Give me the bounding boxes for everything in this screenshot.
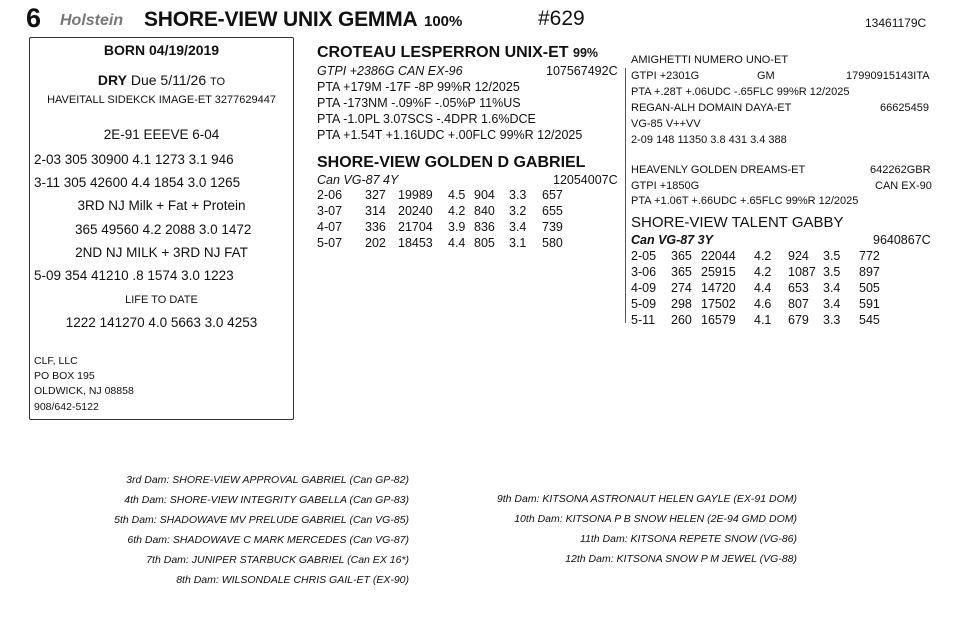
dry-due <box>30 72 293 88</box>
dam-records-cell: 327 <box>365 188 386 202</box>
dam-ancestor-item: 10th Dam: KITSONA P B SNOW HELEN (2E-94 GMD DOM) <box>514 513 797 525</box>
dam-records-cell: 5-07 <box>317 236 343 250</box>
granddam-records-cell: 3.3 <box>823 313 841 327</box>
dam-records-cell: 18453 <box>398 236 433 250</box>
sire-reg: 107567492C <box>546 64 618 78</box>
dam-records-cell: 3.2 <box>509 204 527 218</box>
sires-sire-name: AMIGHETTI NUMERO UNO-ET <box>631 54 789 66</box>
dams-sire-class: CAN EX-90 <box>875 180 932 192</box>
granddam-records-cell: 772 <box>859 249 880 263</box>
sires-dam-reg: 66625459 <box>880 102 929 114</box>
granddam-records-cell: 5-09 <box>631 297 657 311</box>
granddam-records-cell: 924 <box>788 249 809 263</box>
dam-records-cell: 840 <box>474 204 495 218</box>
ltd-label: LIFE TO DATE <box>125 294 198 306</box>
record-1: 2-03 305 30900 4.1 1273 3.1 946 <box>34 152 234 167</box>
dam-records-cell: 805 <box>474 236 495 250</box>
owner-address <box>34 354 134 415</box>
record-4: 5-09 354 41210 .8 1574 3.0 1223 <box>34 268 234 283</box>
life-to-date: 1222 141270 4.0 5663 3.0 4253 <box>65 315 258 330</box>
granddam-records-cell: 545 <box>859 313 880 327</box>
granddam-records-cell: 16579 <box>701 313 736 327</box>
granddam-records-cell: 3.5 <box>823 249 841 263</box>
granddam-records-cell: 3.4 <box>823 297 841 311</box>
divider <box>625 68 626 323</box>
granddam-records-cell: 5-11 <box>631 313 656 327</box>
granddam-records-cell: 4.6 <box>754 297 772 311</box>
dam-records-cell: 739 <box>542 220 563 234</box>
cow-percent: 100% <box>424 13 463 30</box>
granddam-records-cell: 591 <box>859 297 880 311</box>
granddam-class: Can VG-87 3Y <box>631 233 713 247</box>
dams-sire-name: HEAVENLY GOLDEN DREAMS-ET <box>631 164 806 176</box>
born-date: BORN 04/19/2019 <box>103 42 220 58</box>
record-3: 365 49560 4.2 2088 3.0 1472 <box>75 222 252 237</box>
breed-label: Holstein <box>60 12 124 29</box>
dam-records-cell: 21704 <box>398 220 433 234</box>
cow-info-box <box>29 37 294 420</box>
dam-records-cell: 4-07 <box>317 220 343 234</box>
granddam-records-cell: 25915 <box>701 265 736 279</box>
sires-sire-gtpi: GTPI +2301G <box>631 70 700 82</box>
dam-records-cell: 202 <box>365 236 386 250</box>
owner-pobox: PO BOX 195 <box>34 370 95 383</box>
granddam-records-cell: 22044 <box>701 249 736 263</box>
dam-records-cell: 580 <box>542 236 563 250</box>
sire-name: CROTEAU LESPERRON UNIX-ET <box>317 44 569 61</box>
dams-sire-reg: 642262GBR <box>870 164 931 176</box>
granddam-records-cell: 274 <box>671 281 692 295</box>
dam-ancestor-item: 12th Dam: KITSONA SNOW P M JEWEL (VG-88) <box>565 553 797 565</box>
lot-number: 6 <box>26 3 42 33</box>
to-label: TO <box>210 76 226 88</box>
sires-sire-pta: PTA +.28T +.06UDC -.65FLC 99%R 12/2025 <box>631 86 850 98</box>
sire-percent: 99% <box>573 46 599 60</box>
granddam-records-cell: 1087 <box>788 265 816 279</box>
dam-records-cell: 314 <box>365 204 386 218</box>
granddam-reg: 9640867C <box>873 233 931 247</box>
granddam-records-cell: 4.2 <box>754 265 772 279</box>
granddam-records-cell: 505 <box>859 281 880 295</box>
dry-status: DRY <box>97 72 127 88</box>
dam-class: Can VG-87 4Y <box>317 173 399 187</box>
granddam-records-cell: 2-05 <box>631 249 657 263</box>
sires-dam-name: REGAN-ALH DOMAIN DAYA-ET <box>631 102 792 114</box>
granddam-records-cell: 4.2 <box>754 249 772 263</box>
granddam-records-cell: 365 <box>671 249 692 263</box>
sires-sire-reg: 17990915143ITA <box>846 70 930 82</box>
granddam-records-cell: 4-09 <box>631 281 657 295</box>
record-2: 3-11 305 42600 4.4 1854 3.0 1265 <box>34 175 241 190</box>
catalog-number: #629 <box>538 7 585 30</box>
sire-title <box>317 44 598 62</box>
sires-dam-class: VG-85 V++VV <box>631 118 701 130</box>
sire-pta-3: PTA -1.0PL 3.07SCS -.4DPR 1.6%DCE <box>317 112 536 126</box>
owner-name: CLF, LLC <box>34 355 78 367</box>
dam-records-cell: 3.1 <box>509 236 527 250</box>
sire-pta-2: PTA -173NM -.09%F -.05%P 11%US <box>317 96 521 110</box>
granddam-records-cell: 3.5 <box>823 265 841 279</box>
dam-name: SHORE-VIEW GOLDEN D GABRIEL <box>317 154 586 171</box>
sire-pta-4: PTA +1.54T +1.16UDC +.00FLC 99%R 12/2025 <box>317 128 583 142</box>
dam-records-cell: 4.5 <box>448 188 466 202</box>
dam-records-cell: 4.4 <box>448 236 466 250</box>
dam-records-cell: 4.2 <box>448 204 466 218</box>
dam-ancestor-item: 5th Dam: SHADOWAVE MV PRELUDE GABRIEL (Can VG-85) <box>114 514 409 526</box>
granddam-records-cell: 17502 <box>701 297 736 311</box>
sires-dam-record: 2-09 148 11350 3.8 431 3.4 388 <box>631 134 787 146</box>
cow-name: SHORE-VIEW UNIX GEMMA <box>144 8 418 31</box>
sire-pta-1: PTA +179M -17F -8P 99%R 12/2025 <box>317 80 520 94</box>
owner-phone: 908/642-5122 <box>34 400 99 413</box>
dam-ancestor-item: 7th Dam: JUNIPER STARBUCK GABRIEL (Can EX 16*) <box>146 554 409 566</box>
dams-sire-pta: PTA +1.06T +.66UDC +.65FLC 99%R 12/2025 <box>631 195 859 207</box>
dam-ancestor-item: 9th Dam: KITSONA ASTRONAUT HELEN GAYLE (EX-91 DOM) <box>496 493 797 505</box>
sires-sire-gm: GM <box>757 70 775 82</box>
honor-2: 2ND NJ MILK + 3RD NJ FAT <box>75 245 248 260</box>
service-sire: HAVEITALL SIDEKCK IMAGE-ET 3277629447 <box>47 94 276 106</box>
dam-ancestor-item: 6th Dam: SHADOWAVE C MARK MERCEDES (Can VG-87) <box>127 534 409 546</box>
dam-records-cell: 3-07 <box>317 204 343 218</box>
dam-records-cell: 3.9 <box>448 220 466 234</box>
granddam-records-cell: 365 <box>671 265 692 279</box>
due-date: Due 5/11/26 <box>130 72 207 88</box>
dam-records-cell: 904 <box>474 188 495 202</box>
owner-city: OLDWICK, NJ 08858 <box>34 385 134 398</box>
granddam-records-cell: 897 <box>859 265 880 279</box>
honor-1: 3RD NJ Milk + Fat + Protein <box>77 198 246 213</box>
granddam-records-cell: 298 <box>671 297 692 311</box>
dam-records-cell: 3.4 <box>509 220 527 234</box>
dam-records-cell: 336 <box>365 220 386 234</box>
dams-sire-gtpi: GTPI +1850G <box>631 180 700 192</box>
dam-ancestor-item: 3rd Dam: SHORE-VIEW APPROVAL GABRIEL (Can GP-82) <box>126 474 409 486</box>
dam-records-cell: 836 <box>474 220 495 234</box>
granddam-name: SHORE-VIEW TALENT GABBY <box>631 214 844 231</box>
dam-records-cell: 655 <box>542 204 563 218</box>
granddam-records-cell: 653 <box>788 281 809 295</box>
dam-records-cell: 3.3 <box>509 188 527 202</box>
dam-records-cell: 20240 <box>398 204 433 218</box>
classification: 2E-91 EEEVE 6-04 <box>103 127 220 142</box>
dam-records-cell: 657 <box>542 188 563 202</box>
registration-number: 13461179C <box>865 16 927 30</box>
dam-records-cell: 2-06 <box>317 188 343 202</box>
granddam-records-cell: 4.1 <box>754 313 772 327</box>
granddam-records-cell: 679 <box>788 313 809 327</box>
granddam-records-cell: 14720 <box>701 281 736 295</box>
dam-records-cell: 19989 <box>398 188 433 202</box>
granddam-records-cell: 3.4 <box>823 281 841 295</box>
dam-ancestor-item: 4th Dam: SHORE-VIEW INTEGRITY GABELLA (Can GP-83) <box>124 494 409 506</box>
granddam-records-cell: 3-06 <box>631 265 657 279</box>
dam-reg: 12054007C <box>553 173 618 187</box>
granddam-records-cell: 807 <box>788 297 809 311</box>
dam-ancestor-item: 8th Dam: WILSONDALE CHRIS GAIL-ET (EX-90) <box>176 574 409 586</box>
dam-ancestor-item: 11th Dam: KITSONA REPETE SNOW (VG-86) <box>579 533 797 545</box>
sire-gtpi: GTPI +2386G CAN EX-96 <box>317 64 463 78</box>
granddam-records-cell: 260 <box>671 313 692 327</box>
granddam-records-cell: 4.4 <box>754 281 772 295</box>
